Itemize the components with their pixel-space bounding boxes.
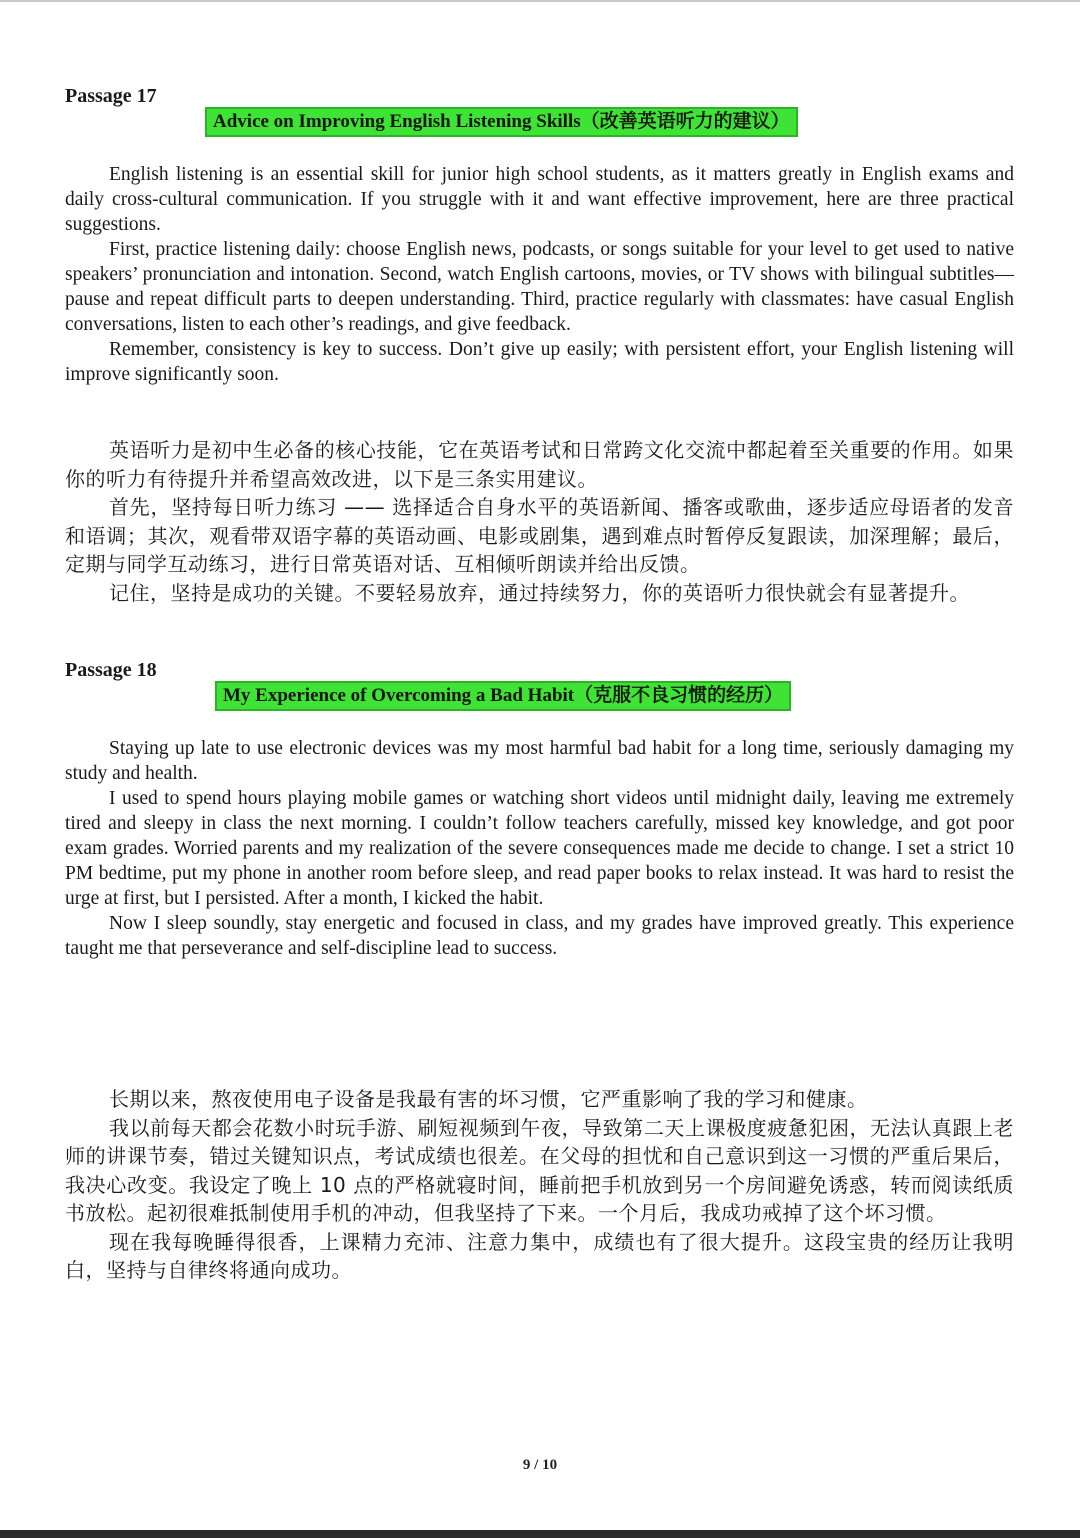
- passage-18-english: [65, 736, 1014, 961]
- passage-17-title: Advice on Improving English Listening Skills（改善英语听力的建议）: [205, 107, 798, 137]
- passage-18-en-paragraph-3: Now I sleep soundly, stay energetic and focused in class, and my grades have improved greatly. This experience taught me that perseverance and self-discipline lead to success.: [65, 913, 1014, 959]
- passage-17-title-wrap: [205, 107, 798, 137]
- passage-17-zh-paragraph-3: 记住，坚持是成功的关键。不要轻易放弃，通过持续努力，你的英语听力很快就会有显著提升。: [109, 580, 970, 605]
- passage-18-zh-paragraph-3: 现在我每晚睡得很香，上课精力充沛、注意力集中，成绩也有了很大提升。这段宝贵的经历让我明白，坚持与自律终将通向成功。: [65, 1229, 1014, 1282]
- passage-17-english: [65, 162, 1014, 387]
- passage-18-title-wrap: [215, 681, 791, 711]
- passage-17-en-paragraph-3: Remember, consistency is key to success. Don’t give up easily; with persistent effort, your English listening will improve significantly soon.: [65, 339, 1014, 385]
- passage-18-zh-paragraph-1: 长期以来，熬夜使用电子设备是我最有害的坏习惯，它严重影响了我的学习和健康。: [109, 1087, 868, 1111]
- passage-18-chinese: [65, 1085, 1014, 1285]
- passage-18-en-paragraph-1: Staying up late to use electronic devices was my most harmful bad habit for a long time, seriously damaging my study and health.: [65, 738, 1014, 784]
- passage-17-en-paragraph-1: English listening is an essential skill for junior high school students, as it matters greatly in English exams and daily cross-cultural communication. If you struggle with it and want effective improvement, here are three practical suggestions.: [65, 164, 1014, 235]
- passage-18-en-paragraph-2: I used to spend hours playing mobile games or watching short videos until midnight daily, leaving me extremely tired and sleepy in class the next morning. I couldn’t follow teachers carefully, missed key knowledge, and got poor exam grades. Worried parents and my realization of the severe consequences made me decide to change. I set a strict 10 PM bedtime, put my phone in another room before sleep, and read paper books to relax instead. It was hard to resist the urge at first, but I persisted. After a month, I kicked the habit.: [65, 788, 1014, 909]
- passage-17-label: Passage 17: [65, 85, 157, 107]
- passage-18-label: Passage 18: [65, 659, 157, 681]
- passage-18-title: My Experience of Overcoming a Bad Habit（克服不良习惯的经历）: [215, 681, 791, 711]
- page-number: 9 / 10: [522, 1457, 558, 1473]
- top-edge-rule: [0, 0, 1080, 2]
- bottom-edge-bar: [0, 1530, 1080, 1538]
- passage-18-zh-paragraph-2: 我以前每天都会花数小时玩手游、刷短视频到午夜，导致第二天上课极度疲惫犯困，无法认真跟上老师的讲课节奏，错过关键知识点，考试成绩也很差。在父母的担忧和自己意识到这一习惯的严重后果后，我决心改变。我设定了晚上 10 点的严格就寝时间，睡前把手机放到另一个房间避免诱惑，转而阅读纸质书放松。起初很难抵制使用手机的冲动，但我坚持了下来。一个月后，我成功戒掉了这个坏习惯。: [65, 1115, 1014, 1225]
- passage-17-en-paragraph-2: First, practice listening daily: choose English news, podcasts, or songs suitable for your level to get used to native speakers’ pronunciation and intonation. Second, watch English cartoons, movies, or TV shows with bilingual subtitles—pause and repeat difficult parts to deepen understanding. Third, practice regularly with classmates: have casual English conversations, listen to each other’s readings, and give feedback.: [65, 239, 1014, 335]
- passage-17-zh-paragraph-1: 英语听力是初中生必备的核心技能，它在英语考试和日常跨文化交流中都起着至关重要的作用。如果你的听力有待提升并希望高效改进，以下是三条实用建议。: [65, 438, 1014, 491]
- passage-17-zh-paragraph-2: 首先，坚持每日听力练习 —— 选择适合自身水平的英语新闻、播客或歌曲，逐步适应母语者的发音和语调；其次，观看带双语字幕的英语动画、电影或剧集，遇到难点时暂停反复跟读，加深理解；最后，定期与同学互动练习，进行日常英语对话、互相倾听朗读并给出反馈。: [65, 495, 1014, 576]
- passage-17-chinese: [65, 436, 1014, 607]
